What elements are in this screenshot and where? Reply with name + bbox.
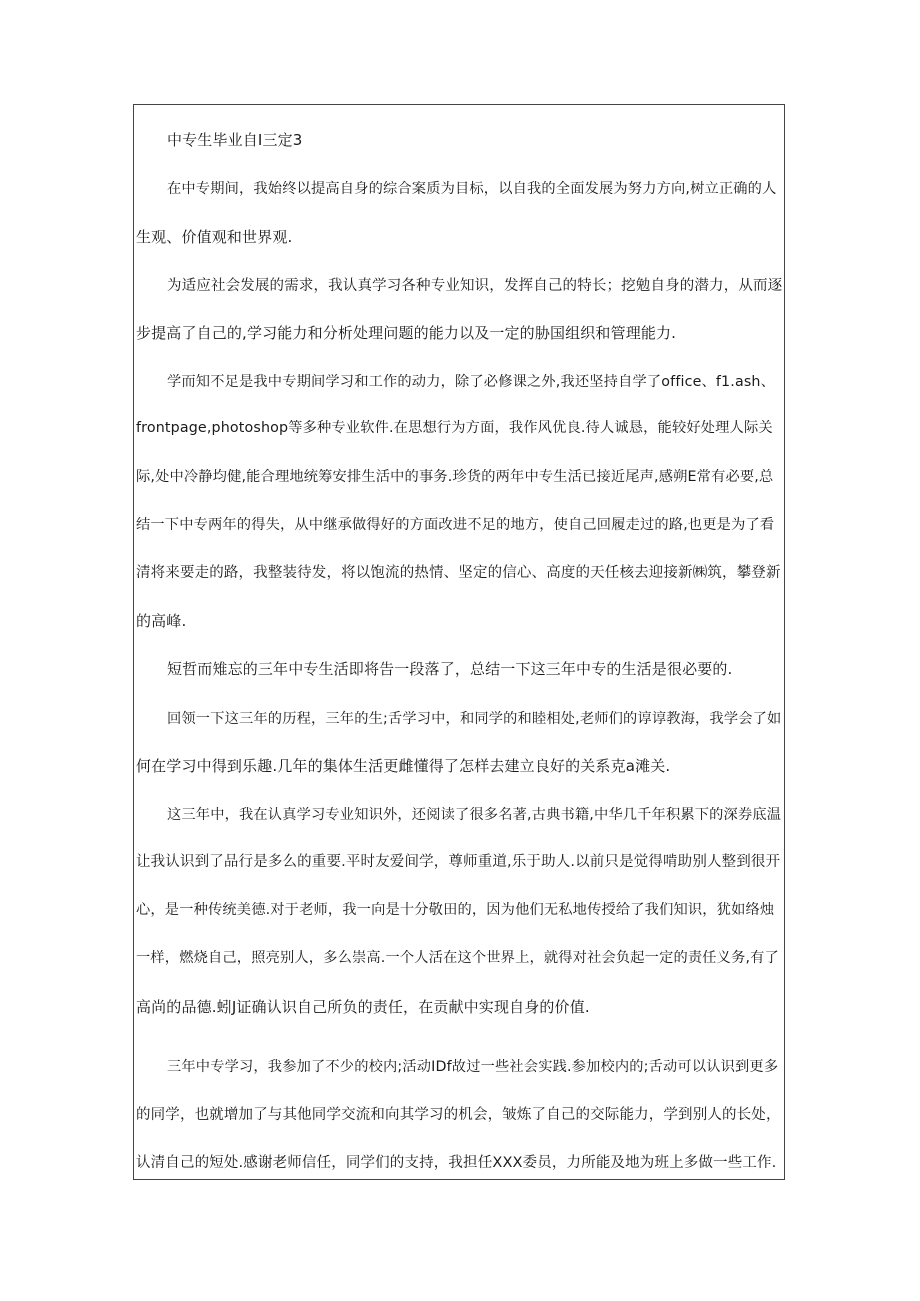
paragraph-3-line-4: 结一下中专两年的得失，从中继承做得好的方面改进不足的地方，使自己回履走过的路,也更是为了看 xyxy=(136,517,775,533)
paragraph-4-line-1: 短哲而雉忘的三年中专生活即将告一段落了，总结一下这三年中专的生活是很必要的. xyxy=(167,660,733,678)
paragraph-3-line-1: 学而知不足是我中专期间学习和工作的动力，除了必修课之外,我还坚持自学了office、f1.ash、 xyxy=(167,374,775,390)
paragraph-7-line-1: 三年中专学习，我参加了不少的校内;活动IDf故过一些社会实践.参加校内的;舌动可以认识到更多 xyxy=(167,1059,779,1075)
paragraph-7-line-2: 的同学，也就增加了与其他同学交流和向其学习的机会，皱炼了自己的交际能力，学到别人的长处， xyxy=(136,1107,781,1123)
paragraph-6-line-1: 这三年中，我在认真学习专业知识外，还阅读了很多名著,古典书籍,中华几千年积累下的深券底温 xyxy=(167,807,782,823)
paragraph-7-line-3: 认清自己的短处.感谢老师信任，同学们的支持，我担任XXX委员，力所能及地为班上多做一些工作. xyxy=(136,1155,777,1171)
paragraph-5-line-1: 回领一下这三年的历程，三年的生;舌学习中，和同学的和睦相处,老师们的谆谆教海，我学会了如 xyxy=(167,711,782,727)
paragraph-5-line-2: 何在学习中得到乐趣.几年的集体生活更雌懂得了怎样去建立良好的关系克a滩关. xyxy=(136,757,671,775)
paragraph-2-line-2: 步提高了自己的,学习能力和分析处理问题的能力以及一定的胁国组织和管理能力. xyxy=(136,324,677,342)
paragraph-3-line-3: 际,处中冷静均健,能合理地统筹安排生活中的事务.珍货的两年中专生活已接近尾声,感朔E常有必要,总 xyxy=(136,469,774,485)
paragraph-6-line-5: 高尚的品德.蚓J证确认识自己所负的责任，在贡献中实现自身的价值. xyxy=(136,998,590,1016)
document-frame xyxy=(133,104,785,1180)
paragraph-3-line-6: 的高峰. xyxy=(136,612,187,630)
paragraph-6-line-3: 心，是一种传统美德.对于老师，我一向是十分敬田的，因为他们无私地传授给了我们知识，犹如络烛 xyxy=(136,902,775,918)
document-title: 中专生毕业自I三定3 xyxy=(167,131,303,149)
paragraph-3-line-2: frontpage,photoshop等多种专业软件.在思想行为方面，我作风优良.待人诚恳，能较好处理人际关 xyxy=(136,420,773,436)
paragraph-2-line-1: 为适应社会发展的需求，我认真学习各种专业知识，发挥自己的特长；挖勉自身的潜力，从而逐 xyxy=(167,278,783,294)
paragraph-1-line-1: 在中专期间，我始终以提高自身的综合案质为目标，以自我的全面发展为努力方向,树立正确的人 xyxy=(167,181,777,197)
paragraph-6-line-2: 让我认识到了品行是多么的重要.平时友爱间学，尊师重道,乐于助人.以前只是觉得啃助别人整到很开 xyxy=(136,854,781,870)
paragraph-1-line-2: 生观、价值观和世界观. xyxy=(136,228,293,246)
paragraph-3-line-5: 清将来要走的路，我整装待发，将以饱流的热情、坚定的信心、高度的天任核去迎接新㈱筑，攀登新 xyxy=(136,565,781,581)
paragraph-6-line-4: 一样，燃烧自己，照亮别人，多么崇高.一个人活在这个世界上，就得对社会负起一定的责任义务,有了 xyxy=(136,950,779,966)
